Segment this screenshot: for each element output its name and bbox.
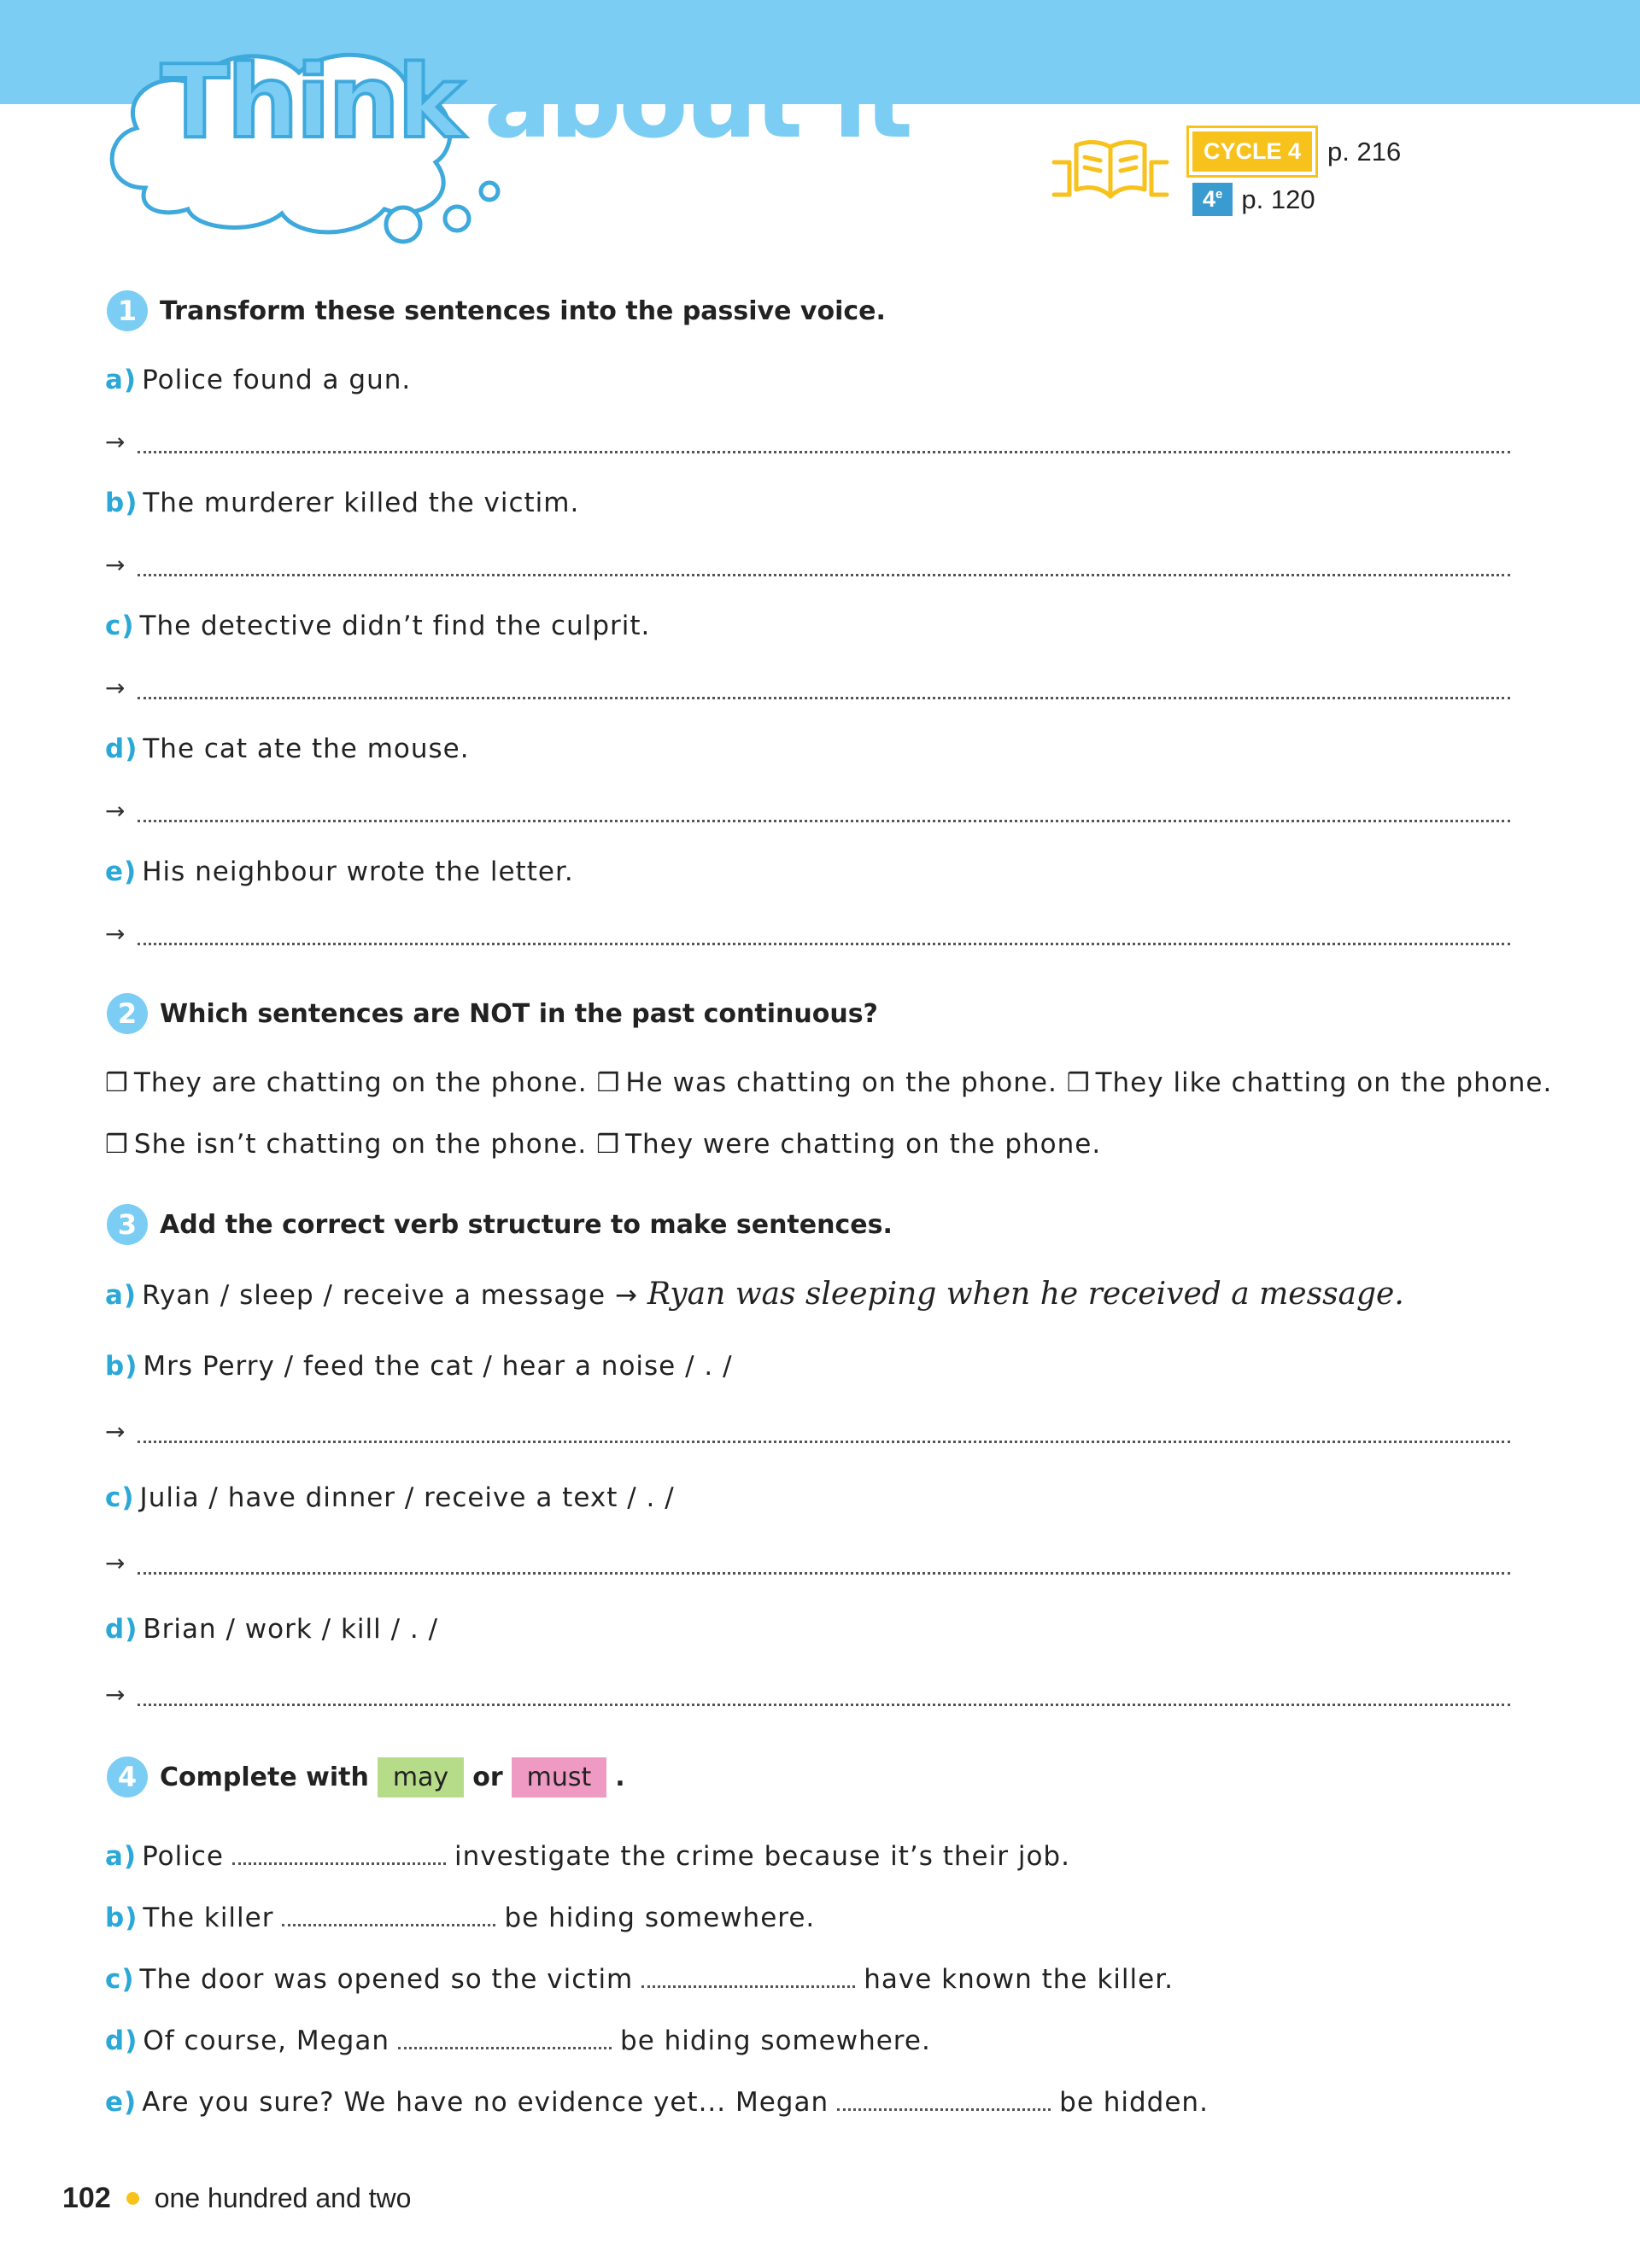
ex3-item-c: c) Julia / have dinner / receive a text / . / xyxy=(105,1482,675,1513)
ex1-item-d: d) The cat ate the mouse. xyxy=(105,734,470,764)
ex4-item-e: e) Are you sure? We have no evidence yet... Megan be hidden. xyxy=(105,2087,1209,2118)
arrow-icon: → xyxy=(105,551,126,579)
ex4-item-b: b) The killer be hiding somewhere. xyxy=(105,1903,816,1933)
page-title xyxy=(161,43,911,161)
arrow-icon: → xyxy=(105,1681,126,1709)
answer-line[interactable] xyxy=(105,920,1510,949)
exercise-number: 3 xyxy=(107,1204,148,1245)
answer-line[interactable] xyxy=(105,797,1510,826)
4e-page: p. 120 xyxy=(1241,184,1315,214)
word-may: may xyxy=(378,1757,464,1797)
fill-blank[interactable] xyxy=(641,1967,855,1988)
checkbox[interactable]: ❒ xyxy=(105,1130,129,1160)
fill-blank[interactable] xyxy=(232,1844,446,1865)
exercise-3-heading xyxy=(107,1204,893,1245)
exercise-4-heading xyxy=(107,1757,625,1797)
open-book-icon xyxy=(1051,137,1170,205)
exercise-title: Add the correct verb structure to make sentences. xyxy=(160,1209,893,1240)
title-word-think: Think xyxy=(161,43,462,161)
checkbox[interactable]: ❒ xyxy=(596,1068,621,1098)
word-must: must xyxy=(512,1757,607,1797)
page-footer xyxy=(62,2182,411,2215)
reference-cycle4 xyxy=(1192,132,1401,172)
ex1-item-a: a) Police found a gun. xyxy=(105,365,412,395)
exercise-number: 1 xyxy=(107,290,148,331)
reference-4e xyxy=(1192,183,1315,216)
answer-line[interactable] xyxy=(105,1418,1510,1447)
page-number-words: one hundred and two xyxy=(154,2183,412,2213)
checkbox[interactable]: ❒ xyxy=(105,1068,129,1098)
ex1-item-e: e) His neighbour wrote the letter. xyxy=(105,856,574,887)
fill-blank[interactable] xyxy=(398,2028,612,2049)
exercise-number: 4 xyxy=(107,1757,148,1797)
ex1-item-b: b) The murderer killed the victim. xyxy=(105,488,580,518)
exercise-title: Complete with xyxy=(160,1762,369,1792)
fill-blank[interactable] xyxy=(837,2090,1051,2111)
exercise-1-heading xyxy=(107,290,886,331)
answer-line[interactable] xyxy=(105,674,1510,703)
ex2-options-row-2: ❒ She isn’t chatting on the phone. ❒ They were chatting on the phone. xyxy=(105,1129,1102,1160)
ex2-options-row-1: ❒ They are chatting on the phone. ❒ He was chatting on the phone. ❒ They like chatting on the phone. xyxy=(105,1067,1553,1098)
arrow-icon: → xyxy=(105,428,126,456)
cycle4-badge: CYCLE 4 xyxy=(1192,132,1312,172)
arrow-icon: → xyxy=(105,920,126,948)
ex3-item-a: a) Ryan / sleep / receive a message → Ryan was sleeping when he received a message. xyxy=(105,1277,1404,1312)
answer-line[interactable] xyxy=(105,1681,1510,1710)
ex4-item-a: a) Police investigate the crime because it’s their job. xyxy=(105,1841,1070,1872)
answer-line[interactable] xyxy=(105,1549,1510,1578)
title-word-about-it: about it xyxy=(483,43,911,161)
page-number: 102 xyxy=(62,2182,111,2214)
arrow-icon: → xyxy=(105,1418,126,1446)
exercise-title: Which sentences are NOT in the past continuous? xyxy=(160,998,878,1029)
word-or: or xyxy=(472,1762,503,1792)
arrow-icon: → xyxy=(105,797,126,825)
answer-line[interactable] xyxy=(105,551,1510,580)
checkbox[interactable]: ❒ xyxy=(1066,1068,1091,1098)
arrow-icon: → xyxy=(105,1549,126,1577)
checkbox[interactable]: ❒ xyxy=(596,1130,621,1160)
exercise-number: 2 xyxy=(107,993,148,1034)
ex4-item-c: c) The door was opened so the victim have known the killer. xyxy=(105,1964,1174,1995)
ex4-item-d: d) Of course, Megan be hiding somewhere. xyxy=(105,2025,931,2056)
ex1-item-c: c) The detective didn’t find the culprit. xyxy=(105,611,651,641)
answer-line[interactable] xyxy=(105,428,1510,457)
4e-badge: 4e xyxy=(1192,183,1233,216)
bullet-dot-icon xyxy=(126,2192,139,2205)
ex3-item-d: d) Brian / work / kill / . / xyxy=(105,1614,439,1645)
ex3-item-b: b) Mrs Perry / feed the cat / hear a noise / . / xyxy=(105,1351,733,1382)
handwritten-example: Ryan was sleeping when he received a message. xyxy=(647,1277,1404,1312)
fill-blank[interactable] xyxy=(282,1905,495,1926)
arrow-icon: → xyxy=(105,674,126,702)
cycle4-page: p. 216 xyxy=(1327,136,1402,167)
exercise-2-heading xyxy=(107,993,878,1034)
exercise-title: Transform these sentences into the passive voice. xyxy=(160,295,886,326)
title-period: . xyxy=(615,1762,625,1792)
